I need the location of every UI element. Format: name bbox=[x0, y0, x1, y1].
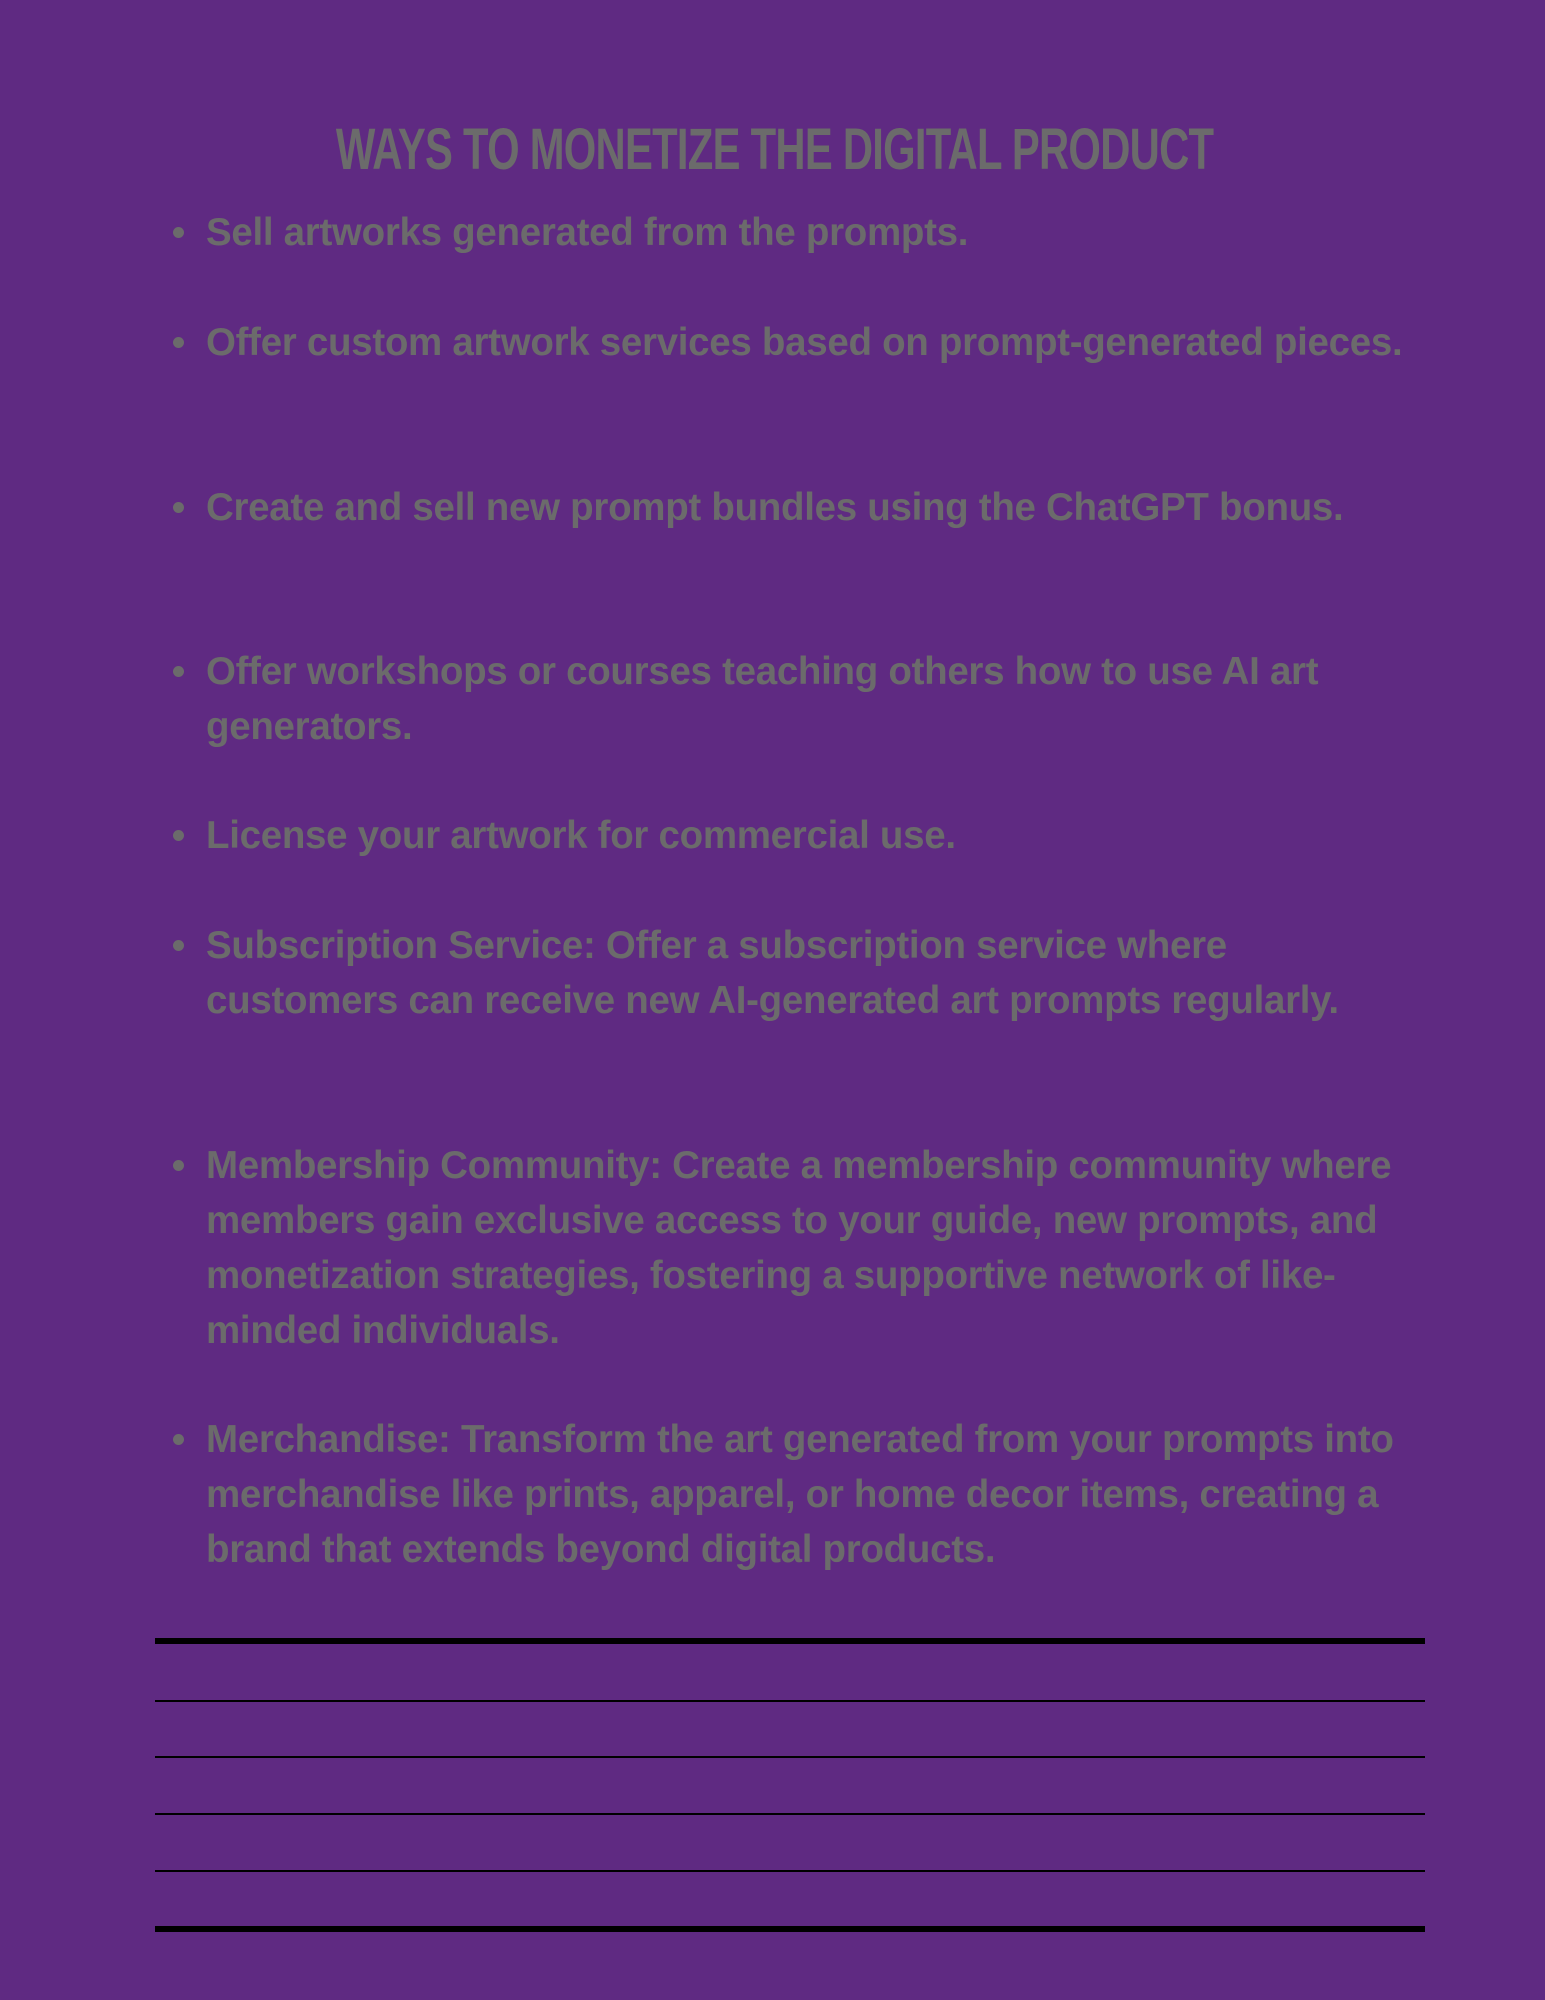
notes-line bbox=[155, 1870, 1425, 1872]
bullet-icon bbox=[173, 940, 184, 951]
bullet-icon bbox=[173, 227, 184, 238]
list-item bbox=[206, 205, 1416, 260]
notes-rule-bottom bbox=[155, 1926, 1425, 1932]
bullet-icon bbox=[173, 502, 184, 513]
list-item-text: Offer custom artwork services based on prompt-generated pieces. bbox=[206, 321, 1403, 364]
list-item bbox=[206, 918, 1416, 1028]
notes-line bbox=[155, 1813, 1425, 1815]
bullet-icon bbox=[173, 337, 184, 348]
list-item-text: Membership Community: Create a membership community where members gain exclusive access to your guide, new prompts, and monetization strategies, fostering a supportive network of like-minded individuals. bbox=[206, 1144, 1392, 1352]
list-item bbox=[206, 644, 1416, 754]
list-item-text: License your artwork for commercial use. bbox=[206, 814, 956, 857]
list-item bbox=[206, 480, 1416, 535]
list-item bbox=[206, 315, 1416, 370]
bullet-icon bbox=[173, 830, 184, 841]
list-item bbox=[206, 1138, 1416, 1358]
bullet-icon bbox=[173, 666, 184, 677]
list-item-text: Merchandise: Transform the art generated from your prompts into merchandise like prints, apparel, or home decor items, creating a brand that extends beyond digital products. bbox=[206, 1418, 1394, 1571]
bullet-icon bbox=[173, 1434, 184, 1445]
notes-rule-top bbox=[155, 1638, 1425, 1644]
list-item-text: Subscription Service: Offer a subscription service where customers can receive new AI-generated art prompts regularly. bbox=[206, 924, 1339, 1022]
list-item-text: Create and sell new prompt bundles using the ChatGPT bonus. bbox=[206, 486, 1344, 529]
list-item bbox=[206, 808, 1416, 863]
page-title: WAYS TO MONETIZE THE DIGITAL PRODUCT bbox=[335, 117, 1214, 182]
notes-line bbox=[155, 1700, 1425, 1702]
notes-line bbox=[155, 1756, 1425, 1758]
list-item bbox=[206, 1412, 1416, 1577]
list-item-text: Offer workshops or courses teaching others how to use AI art generators. bbox=[206, 650, 1319, 748]
list-item-text: Sell artworks generated from the prompts. bbox=[206, 211, 969, 254]
bullet-icon bbox=[173, 1160, 184, 1171]
